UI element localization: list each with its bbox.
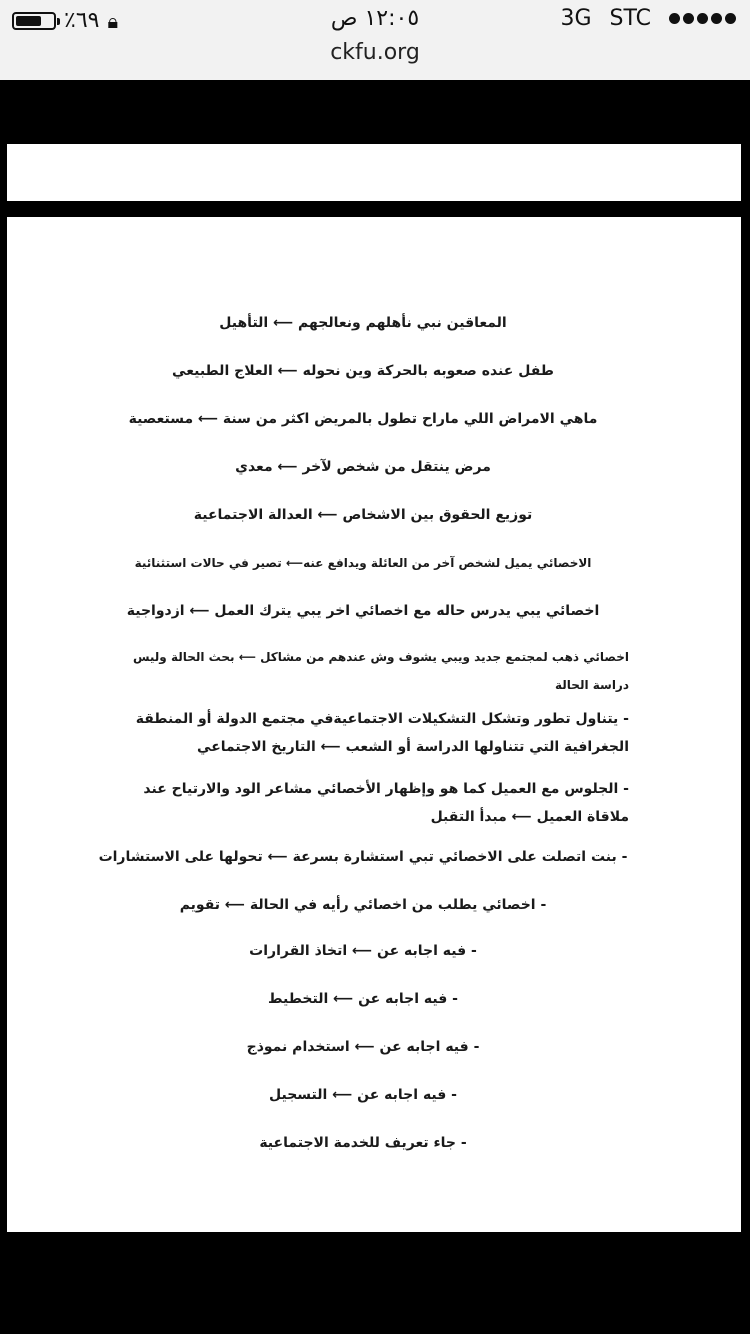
text-line: طفل عنده صعوبه بالحركة وين نحوله ⟵ العلاج الطبيعي — [172, 363, 554, 379]
network-type: 3G — [560, 6, 592, 31]
text-line: توزيع الحقوق بين الاشخاص ⟵ العدالة الاجتماعية — [193, 507, 533, 523]
text-line: - فيه اجابه عن ⟵ اتخاذ القرارات — [249, 943, 477, 959]
text-line: اخصائي ذهب لمجتمع جديد ويبي يشوف وش عندهم من مشاكل ⟵ بحث الحالة وليس دراسة الحالة — [132, 650, 629, 692]
text-line: - فيه اجابه عن ⟵ التخطيط — [268, 991, 458, 1007]
status-row — [0, 6, 750, 36]
text-line: - اخصائي يطلب من اخصائي رأيه في الحالة ⟵ تقويم — [179, 897, 547, 913]
status-bar — [0, 0, 750, 80]
text-line: - فيه اجابه عن ⟵ التسجيل — [269, 1087, 457, 1103]
text-line: - جاء تعريف للخدمة الاجتماعية — [259, 1135, 467, 1151]
carrier-name: STC — [609, 6, 651, 31]
text-line: - الجلوس مع العميل كما هو وإظهار الأخصائي مشاعر الود والارتياح عند ملاقاة العميل ⟵ مبدأ التقبل — [143, 781, 629, 825]
document-page — [7, 217, 741, 1232]
rotation-lock-icon: 🔒︎ — [107, 8, 119, 33]
text-line: اخصائي يبي يدرس حاله مع اخصائي اخر يبي يترك العمل ⟵ ازدواجية — [126, 603, 600, 619]
status-right — [560, 6, 736, 31]
top-white-strip — [7, 144, 741, 201]
text-line: مرض ينتقل من شخص لآخر ⟵ معدي — [235, 459, 491, 475]
text-line: - فيه اجابه عن ⟵ استخدام نموذج — [246, 1039, 480, 1055]
signal-strength-icon — [669, 13, 736, 24]
battery-percent: ٪٦٩ — [64, 8, 100, 33]
text-line: الاخصائي يميل لشخص آخر من العائلة ويدافع عنه⟵ تصير في حالات استثنائية — [134, 556, 592, 570]
text-line: المعاقين نبي نأهلهم ونعالجهم ⟵ التأهيل — [219, 315, 507, 331]
text-line: - يتناول تطور وتشكل التشكيلات الاجتماعيةفي مجتمع الدولة أو المنطقة الجغرافية التي تتناولها الدراسة أو الشعب ⟵ التاريخ الاجتماعي — [135, 711, 629, 755]
text-line: - بنت اتصلت على الاخصائي تبي استشارة بسرعة ⟵ تحولها على الاستشارات — [98, 849, 628, 865]
web-content — [0, 80, 750, 1334]
status-time: ١٢:٠٥ ص — [330, 6, 420, 31]
text-line: ماهي الامراض اللي ماراح تطول بالمريض اكثر من سنة ⟵ مستعصية — [128, 411, 598, 427]
url-bar[interactable]: ckfu.org — [330, 40, 420, 65]
